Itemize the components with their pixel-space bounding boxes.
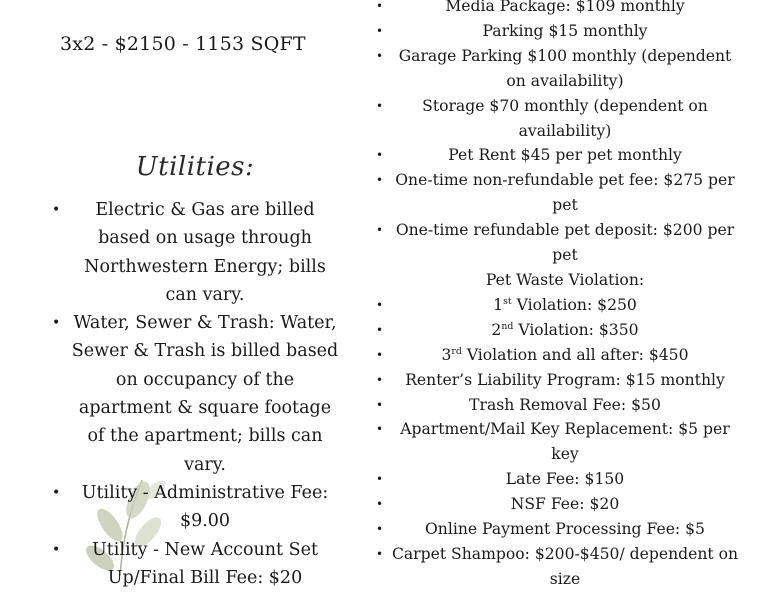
list-item-key: • Apartment/Mail Key Replacement: $5 per key [372,417,740,467]
utilities-list [40,196,340,592]
list-item-violation-3: • 3rd Violation and all after: $450 [372,343,740,368]
list-item-carpet: • Carpet Shampoo: $200-$450/ dependent on size [372,542,740,592]
bullet-icon: • [376,297,384,312]
utilities-heading: Utilities: [135,152,255,182]
list-item-pet-fee: • One-time non-refundable pet fee: $275 per pet [372,168,740,218]
bullet-icon: • [376,173,384,188]
bullet-icon: • [376,397,384,412]
bullet-icon: • [376,372,384,387]
bullet-icon: • [376,48,384,63]
list-item-renters-liability: • Renter’s Liability Program: $15 monthly [372,368,740,393]
bullet-icon: • [376,0,384,13]
bullet-icon: • [376,347,384,362]
list-item-online: • Online Payment Processing Fee: $5 [372,517,740,542]
bullet-icon: • [376,23,384,38]
list-item-nsf: • NSF Fee: $20 [372,492,740,517]
list-item-late: • Late Fee: $150 [372,467,740,492]
list-item-violation-2: • 2nd Violation: $350 [372,318,740,343]
list-item-pet-waste-heading: Pet Waste Violation: [485,270,645,289]
list-item-parking: • Parking $15 monthly [372,19,740,44]
bullet-icon: • [52,202,61,218]
list-item-trash: • Trash Removal Fee: $50 [372,393,740,418]
bullet-icon: • [376,546,384,561]
bullet-icon: • [376,497,384,512]
bullet-icon: • [52,315,61,332]
bullet-icon: • [376,148,384,163]
list-item: • Water, Sewer & Trash: Water, Sewer & Trash is billed based on occupancy of the apartment & square footage of the apartment; bills can vary. [40,309,340,479]
list-item: • Utility - Administrative Fee: $9.00 [40,479,340,536]
list-item-garage: • Garage Parking $100 monthly (dependent on availability) [372,44,740,94]
bullet-icon: • [376,522,384,537]
bullet-icon: • [376,98,384,113]
bullet-icon: • [376,472,384,487]
fees-list [372,0,740,592]
list-item: • Electric & Gas are billed based on usage through Northwestern Energy; bills can vary. [40,196,340,309]
list-item-violation-1: • 1st Violation: $250 [372,293,740,318]
list-item-pet-deposit: • One-time refundable pet deposit: $200 per pet [372,218,740,268]
list-item-pet-rent: • Pet Rent $45 per pet monthly [372,143,740,168]
list-item-media: • Media Package: $109 monthly [372,0,740,19]
list-item-storage: • Storage $70 monthly (dependent on availability) [372,94,740,144]
bullet-icon: • [376,223,384,238]
unit-summary: 3x2 - $2150 - 1153 SQFT [60,33,306,55]
list-item: • Utility - New Account Set Up/Final Bill Fee: $20 [40,536,340,592]
bullet-icon: • [376,422,384,437]
bullet-icon: • [52,484,61,501]
bullet-icon: • [52,541,61,558]
bullet-icon: • [376,322,384,337]
